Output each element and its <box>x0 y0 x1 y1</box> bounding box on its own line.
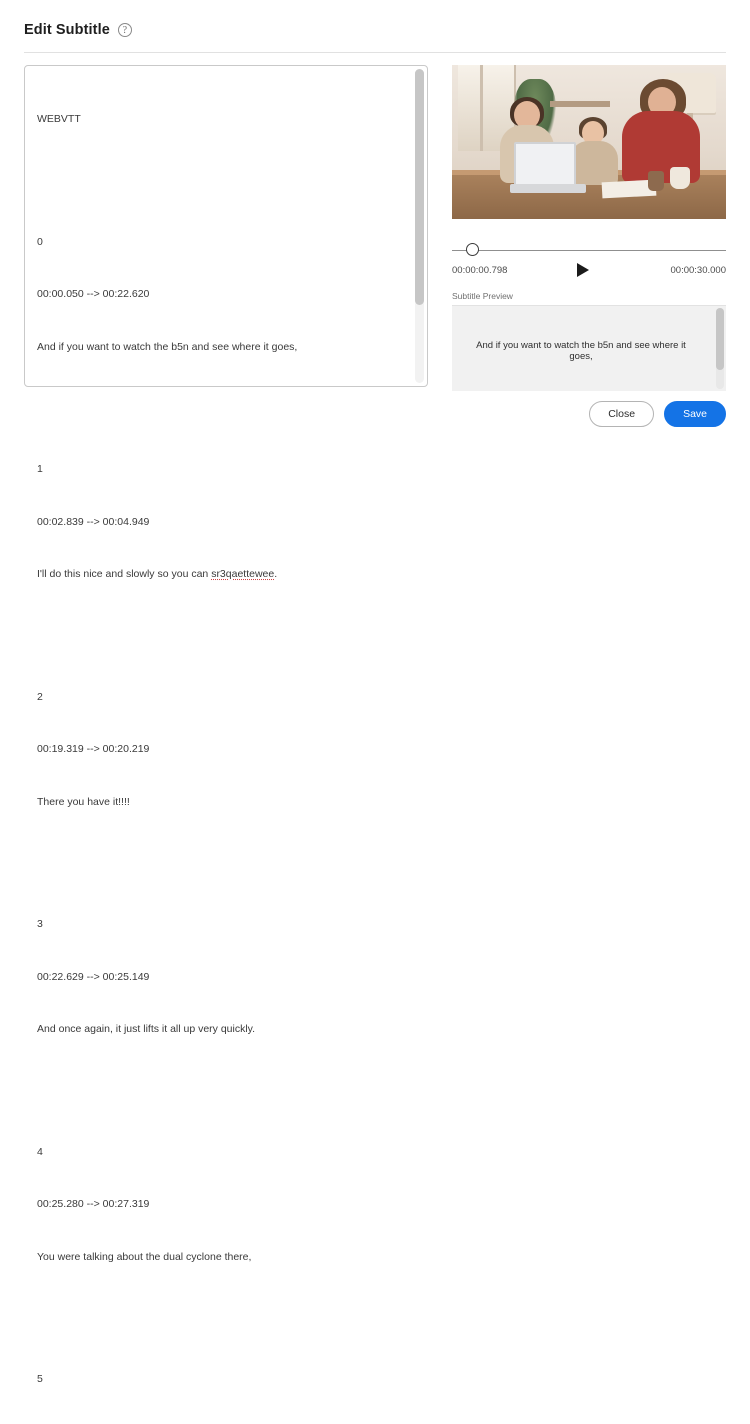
cue-text <box>37 794 403 812</box>
spacer <box>37 619 403 637</box>
cue-timing: 00:19.319 --> 00:20.219 <box>37 743 150 755</box>
subtitle-preview-text: And if you want to watch the b5n and see where it goes, <box>476 340 686 362</box>
cue-index: 1 <box>37 463 43 475</box>
cue-text <box>37 1249 403 1267</box>
cue-index: 5 <box>37 1373 43 1385</box>
preview-scrollbar-thumb[interactable] <box>716 308 724 370</box>
cue-index: 3 <box>37 918 43 930</box>
preview-scrollbar-track[interactable] <box>716 308 724 389</box>
spacer <box>37 1074 403 1092</box>
duration-label: 00:00:30.000 <box>670 264 726 276</box>
misspelled-word: sr3qaettewee <box>211 568 275 580</box>
cue-timing: 00:25.280 --> 00:27.319 <box>37 1198 150 1210</box>
spacer <box>37 1301 403 1319</box>
subtitle-preview-box <box>452 305 726 391</box>
laptop-screen-decor <box>514 142 576 186</box>
person-right <box>622 85 700 181</box>
page-title: Edit Subtitle <box>24 22 110 38</box>
subtitle-preview-label: Subtitle Preview <box>452 291 513 301</box>
timeline-scrubber-handle[interactable] <box>466 243 479 256</box>
cue-index: 0 <box>37 235 43 248</box>
dialog-footer <box>589 401 726 427</box>
window-frame-decor <box>480 65 483 151</box>
current-time-label: 00:00:00.798 <box>452 264 508 276</box>
save-button[interactable]: Save <box>664 401 726 427</box>
timeline-track[interactable] <box>452 250 726 251</box>
cue-text <box>37 339 403 357</box>
cue-index: 4 <box>37 1145 43 1158</box>
shelf-decor <box>550 101 610 107</box>
cue-text-part: And if you want to watch the b5n and see where it goes, <box>37 340 298 353</box>
webvtt-header: WEBVTT <box>37 113 81 125</box>
person-center <box>570 119 616 181</box>
play-icon[interactable] <box>577 263 589 277</box>
cue-text-part: You were talking about the dual cyclone there, <box>37 1250 252 1263</box>
subtitle-editor-container[interactable] <box>24 65 428 1385</box>
cue-index: 2 <box>37 690 43 703</box>
cue-timing: 00:00.050 --> 00:22.620 <box>37 288 150 300</box>
laptop-base-decor <box>510 184 586 193</box>
cue-timing: 00:22.629 --> 00:25.149 <box>37 970 150 983</box>
editor-scrollbar-track[interactable] <box>415 69 424 383</box>
spacer <box>37 846 403 864</box>
close-button[interactable]: Close <box>589 401 654 427</box>
editor-scrollbar-thumb[interactable] <box>415 69 424 305</box>
video-player[interactable] <box>452 65 726 219</box>
video-controls <box>452 263 726 277</box>
spacer <box>37 164 403 182</box>
video-preview-column <box>452 65 726 391</box>
video-timeline[interactable] <box>452 241 726 259</box>
cue-text-part: I'll do this nice and slowly so you can <box>37 568 212 580</box>
cue-text-part: And once again, it just lifts it all up very quickly. <box>37 1023 256 1035</box>
cue-text <box>37 566 403 584</box>
cue-text-part: . <box>274 568 278 580</box>
cup-light-decor <box>670 167 690 189</box>
cue-timing: 00:02.839 --> 00:04.949 <box>37 515 150 528</box>
dialog-header <box>0 0 750 52</box>
question-mark-icon[interactable]: ? <box>118 23 132 37</box>
cue-text <box>37 1021 403 1039</box>
spacer <box>37 391 403 409</box>
cup-dark-decor <box>648 171 664 191</box>
torso-decor <box>570 141 618 185</box>
subtitle-text-input[interactable] <box>25 66 427 1385</box>
cue-text-part: There you have it!!!! <box>37 795 130 808</box>
